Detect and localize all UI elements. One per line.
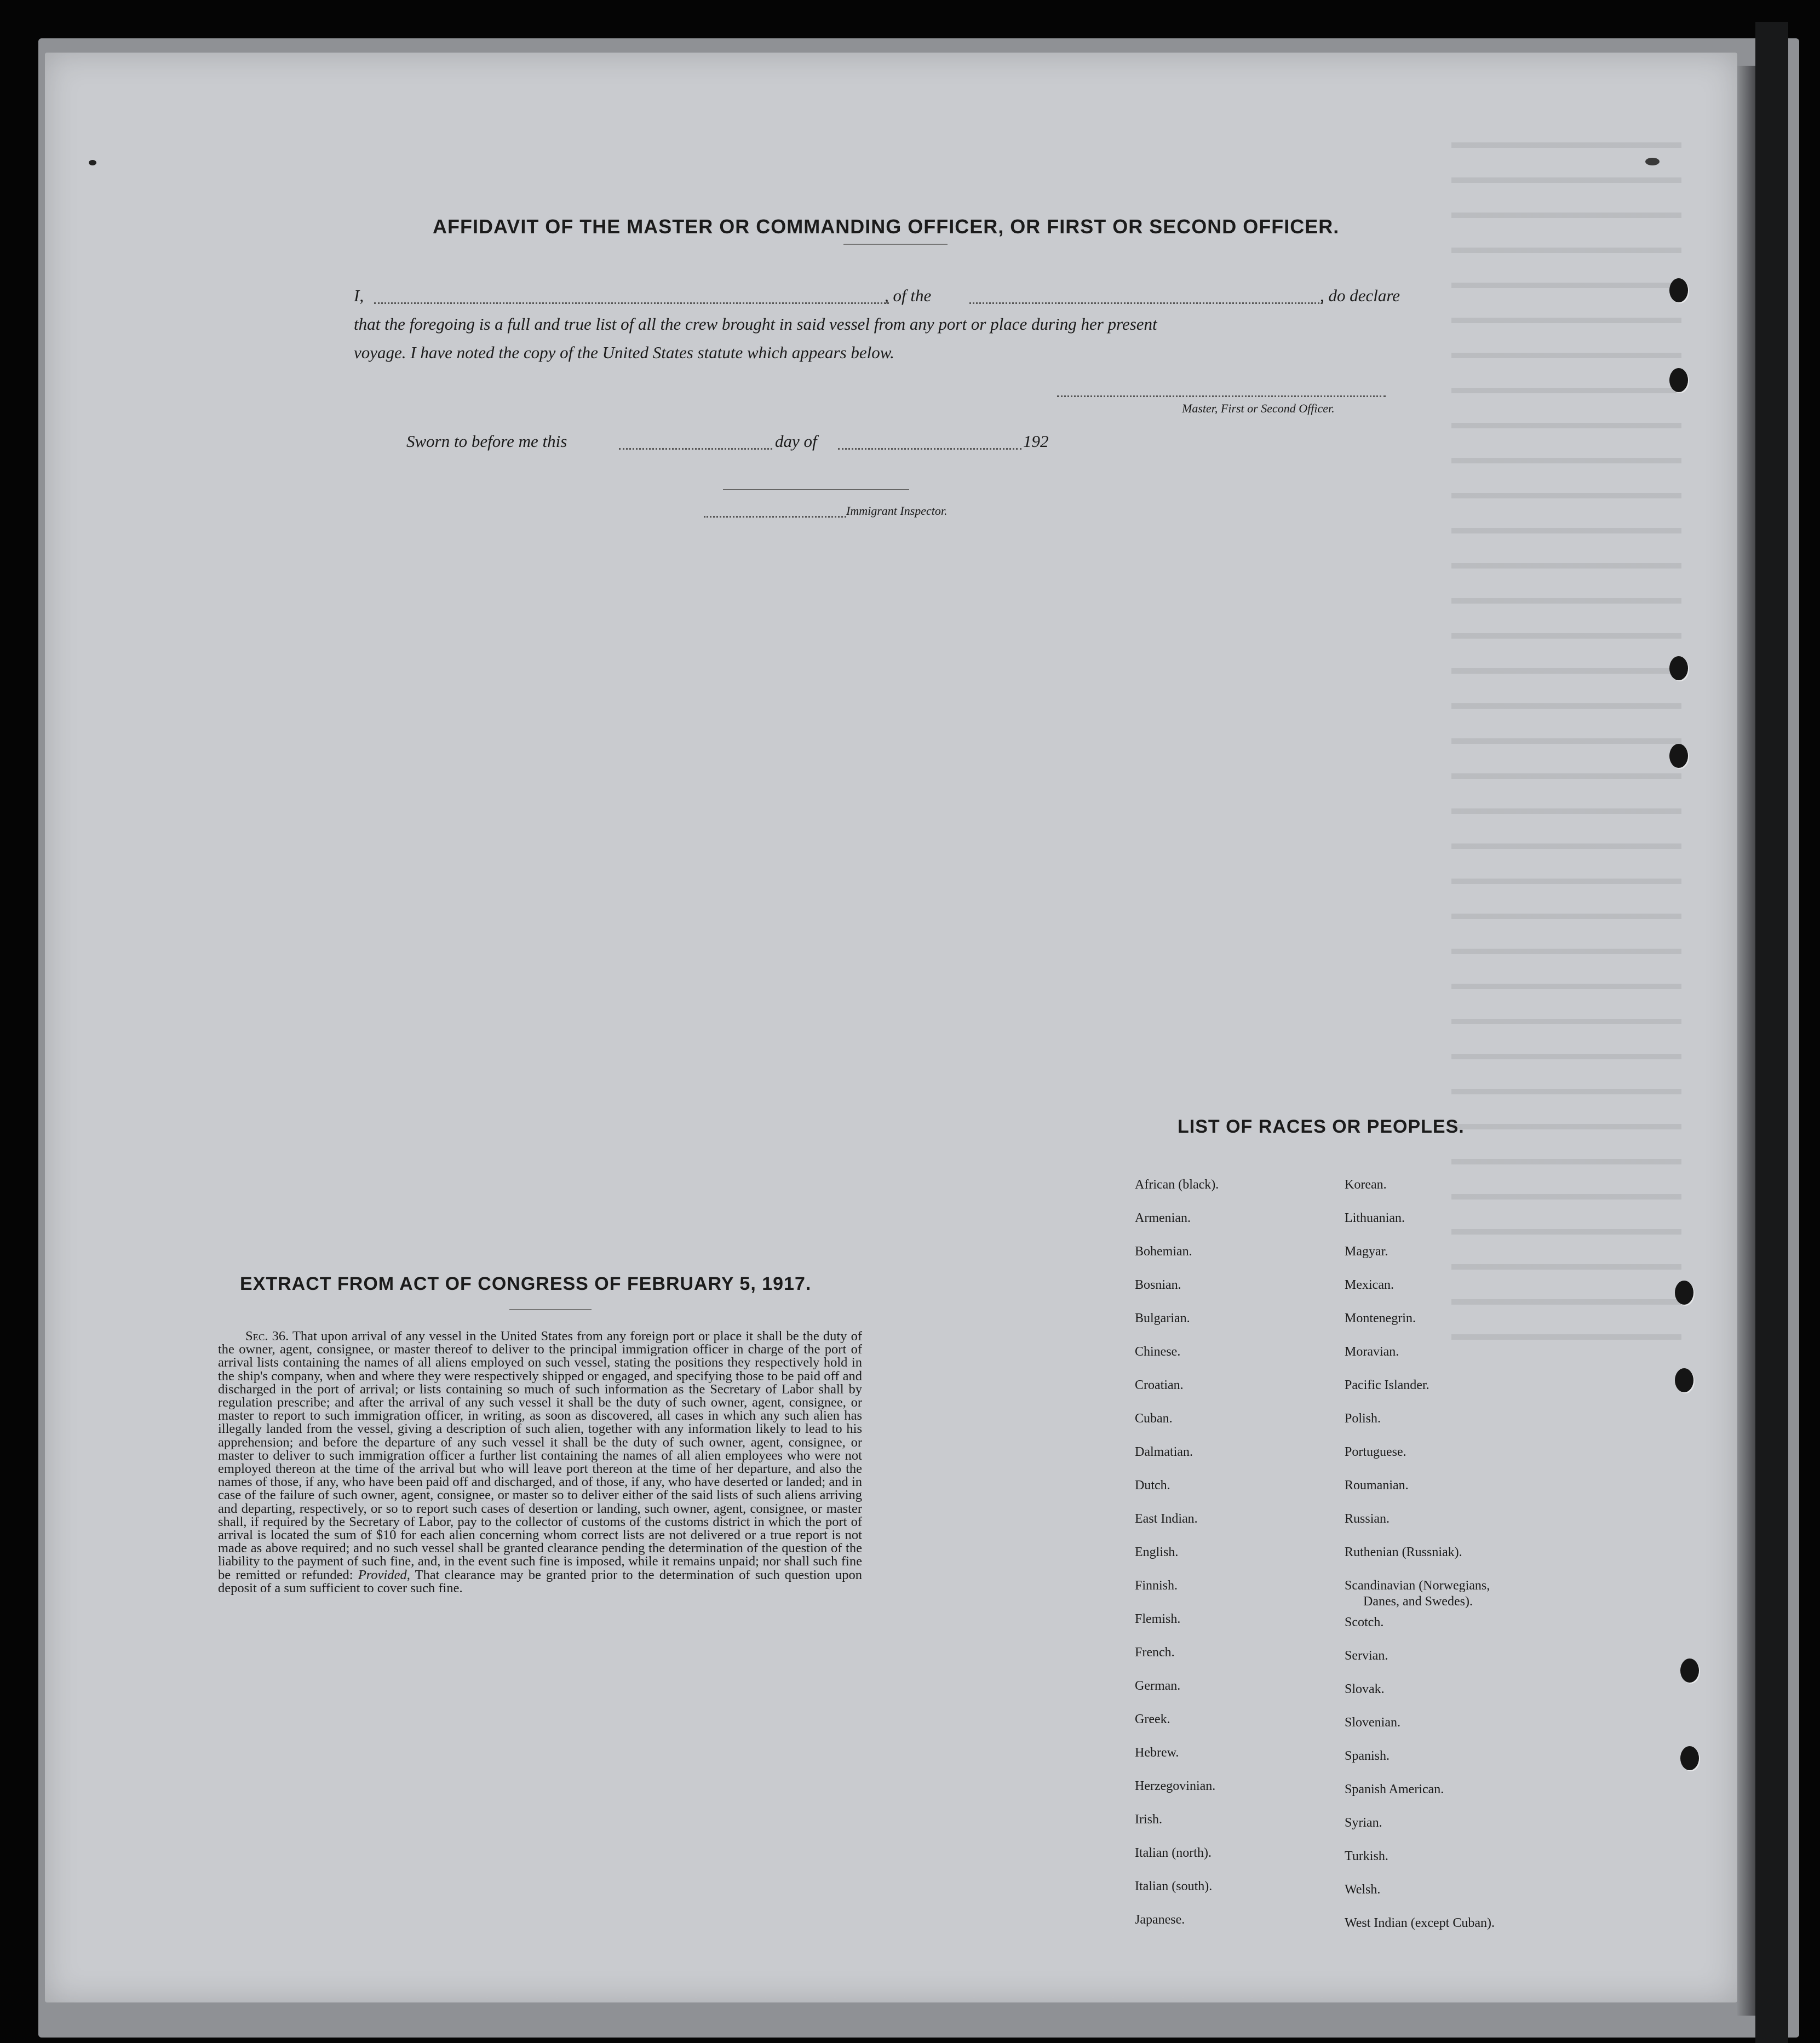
declarant-label: I, [354,286,364,305]
race-item: Syrian. [1345,1816,1382,1830]
binder-strip [1755,22,1788,2043]
ink-speck [89,160,96,165]
race-item: Herzegovinian. [1135,1779,1216,1793]
race-item: Magyar. [1345,1244,1388,1259]
affidavit-statement-line-1: that the foregoing is a full and true list of all the crew brought in said vessel from any port or place during her present [354,314,1157,334]
affidavit-title-rule [843,244,948,245]
ink-speck [1645,158,1660,165]
race-item: Cuban. [1135,1411,1173,1426]
race-item: Bohemian. [1135,1244,1192,1259]
master-signature-field[interactable] [1057,395,1386,397]
race-item: Finnish. [1135,1579,1178,1593]
race-item: Spanish. [1345,1749,1390,1763]
race-item: Ruthenian (Russniak). [1345,1545,1462,1559]
race-item: Croatian. [1135,1378,1184,1392]
race-item: Slovenian. [1345,1715,1400,1730]
race-item: French. [1135,1645,1175,1660]
sworn-label: Sworn to before me this [406,432,567,451]
race-item: Welsh. [1345,1883,1381,1897]
race-item: East Indian. [1135,1512,1198,1526]
race-item: Hebrew. [1135,1746,1179,1760]
binder-hole [1669,278,1688,302]
race-item: German. [1135,1679,1181,1693]
inspector-signature-field[interactable] [704,516,846,518]
statute-closing: That clearance may be granted prior to the determination of such question upon deposit of a sum sufficient to cover such fine. [218,1567,863,1596]
extract-title: EXTRACT FROM ACT OF CONGRESS OF FEBRUARY 5, 1917. [240,1273,812,1294]
race-item: Polish. [1345,1411,1381,1426]
race-item: English. [1135,1545,1179,1559]
year-label: 192 [1023,432,1049,451]
race-item: Flemish. [1135,1612,1181,1626]
vessel-name-field[interactable] [969,302,1323,304]
binder-hole [1680,1658,1699,1683]
binder-hole [1669,656,1688,680]
statute-text [218,1330,862,1595]
master-signature-label: Master, First or Second Officer. [1182,401,1335,415]
race-item: Korean. [1345,1178,1387,1192]
declare-label: , do declare [1320,286,1400,305]
race-item: Slovak. [1345,1682,1385,1696]
sworn-month-field[interactable] [838,448,1021,450]
extract-title-rule [509,1309,592,1310]
race-item: Chinese. [1135,1345,1181,1359]
race-item: Italian (north). [1135,1846,1212,1860]
race-item: Bosnian. [1135,1278,1181,1292]
binder-hole [1669,744,1688,768]
declarant-name-field[interactable] [374,302,889,304]
race-item: Bulgarian. [1135,1311,1190,1325]
binder-hole [1675,1281,1693,1305]
race-item: Danes, and Swedes). [1363,1594,1473,1609]
binder-hole [1680,1746,1699,1770]
binder-hole [1669,368,1688,392]
statute-body: That upon arrival of any vessel in the United States from any foreign port or place it shall be the duty of the owner, agent, consignee, or master thereof to deliver to the principal immigration officer in charge of the port of arrival lists containing the names of all aliens employed on such vessel, stating the positions they respectively hold in the ship's company, when and where they were respectively shipped or engaged, and specifying those to be paid off and discharged in the port of arrival; or lists containing so much of such information as the Secretary of Labor shall by regulation prescribe; and after the arrival of any such vessel it shall be the duty of such owner, agent, consignee, or master to report to such immigration officer, in writing, as soon as discovered, all cases in which any such alien has illegally landed from the vessel, giving a description of such alien, together with any information likely to lead to his apprehension; and before the departure of any such vessel it shall be the duty of such owner, agent, consignee, or master to deliver to such immigration officer a further list containing the names of all alien employees who were not employed thereon at the time of the arrival but who will leave port thereon at the time of her departure, and also the names of those, if any, who have been paid off and discharged, and of those, if any, who have deserted or landed; and in case of the failure of such owner, agent, consignee, or master so to deliver either of the said lists of such aliens arriving and departing, respectively, or so to report such cases of desertion or landing, such owner, agent, consignee, or master shall, if required by the Secretary of Labor, pay to the collector of customs of the customs district in which the port of arrival is located the sum of $10 for each alien concerning whom correct lists are not delivered or a true report is not made as above required; and no such vessel shall be granted clearance pending the determination of the question of the liability to the payment of such fine, and, in the event such fine is imposed, while it remains unpaid; nor shall such fine be remitted or refunded: [218,1329,862,1582]
race-item: Portuguese. [1345,1445,1406,1459]
affidavit-statement-line-2: voyage. I have noted the copy of the United States statute which appears below. [354,343,894,362]
race-item: Scotch. [1345,1615,1384,1629]
race-item: Servian. [1345,1649,1388,1663]
race-item: Dalmatian. [1135,1445,1193,1459]
races-title: LIST OF RACES OR PEOPLES. [1178,1116,1465,1137]
race-item: African (black). [1135,1178,1219,1192]
race-item: Moravian. [1345,1345,1399,1359]
race-item: Greek. [1135,1712,1170,1726]
statute-provided-label: Provided, [358,1567,410,1582]
binder-hole [1675,1368,1693,1392]
race-item: Pacific Islander. [1345,1378,1429,1392]
race-item: Lithuanian. [1345,1211,1405,1225]
inspector-label: Immigrant Inspector. [846,504,948,518]
race-item: Mexican. [1345,1278,1394,1292]
vessel-label: , of the [885,286,932,305]
statute-section-label: Sec. 36. [245,1329,289,1344]
race-item: Turkish. [1345,1849,1388,1863]
race-item: West Indian (except Cuban). [1345,1916,1495,1930]
race-item: Irish. [1135,1812,1162,1827]
race-item: Roumanian. [1345,1478,1409,1493]
race-item: Spanish American. [1345,1782,1444,1797]
inspector-signature-top-rule [723,489,909,490]
race-item: Montenegrin. [1345,1311,1416,1325]
race-item: Japanese. [1135,1913,1185,1927]
race-item: Armenian. [1135,1211,1191,1225]
race-item: Italian (south). [1135,1879,1213,1893]
race-item: Russian. [1345,1512,1390,1526]
race-item: Scandinavian (Norwegians, [1345,1579,1490,1593]
affidavit-title: AFFIDAVIT OF THE MASTER OR COMMANDING OFFICER, OR FIRST OR SECOND OFFICER. [433,215,1340,238]
day-of-label: day of [775,432,817,451]
sworn-day-field[interactable] [619,448,772,450]
race-item: Dutch. [1135,1478,1170,1493]
